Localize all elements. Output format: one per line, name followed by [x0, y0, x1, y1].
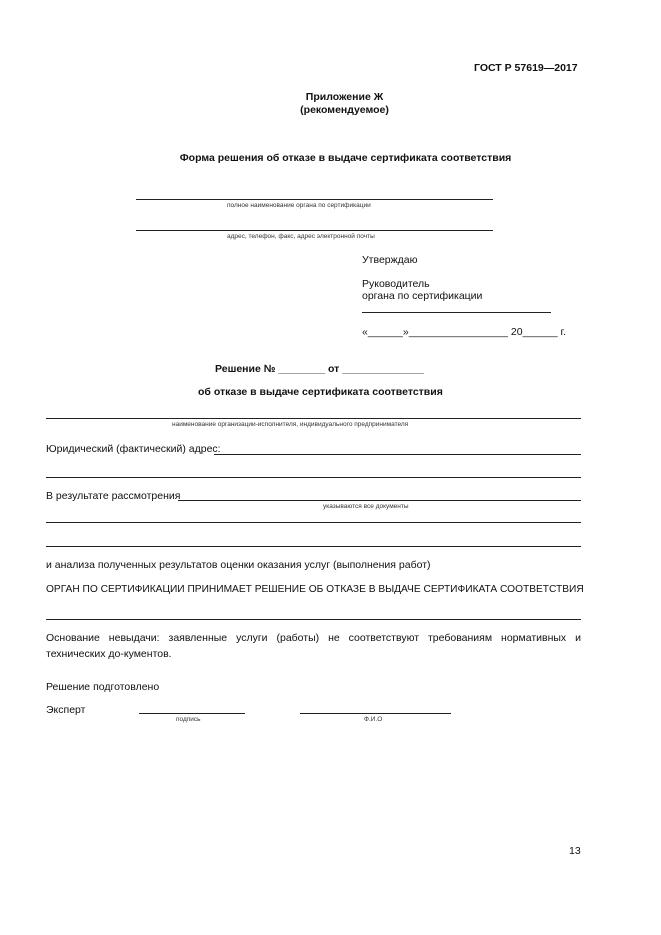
review-line: [178, 500, 581, 501]
org-name-caption: полное наименование органа по сертификации: [227, 202, 371, 209]
legal-address-line-2: [46, 477, 581, 478]
approval-date-line: «______»_________________ 20______ г.: [362, 326, 567, 338]
grounds-text: Основание невыдачи: заявленные услуги (работы) не соответствуют требованиям нормативных и технических до-кументов.: [46, 632, 581, 660]
expert-label: Эксперт: [46, 704, 86, 716]
signature-caption: подпись: [176, 716, 201, 723]
documents-line-2: [46, 522, 581, 523]
review-label: В результате рассмотрения: [46, 490, 181, 502]
form-title: Форма решения об отказе в выдаче сертификата соответствия: [179, 152, 512, 164]
expert-name-line: [300, 713, 451, 714]
page-number: 13: [569, 845, 581, 857]
decision-subheading: об отказе в выдаче сертификата соответствия: [198, 386, 443, 398]
expert-signature-line: [139, 713, 245, 714]
decision-heading: Решение № ________ от ______________: [215, 363, 424, 375]
documents-line-3: [46, 546, 581, 547]
approve-label: Утверждаю: [362, 254, 418, 266]
standard-code: ГОСТ Р 57619—2017: [474, 62, 578, 74]
head-title-line2: органа по сертификации: [362, 290, 483, 302]
org-address-caption: адрес, телефон, факс, адрес электронной почты: [227, 233, 375, 240]
legal-address-label: Юридический (фактический) адрес:: [46, 443, 221, 455]
documents-caption: указываются все документы: [323, 503, 409, 510]
org-name-line: [136, 199, 493, 200]
head-signature-line: [362, 312, 551, 313]
verdict-line: [46, 619, 581, 620]
analysis-text: и анализа полученных результатов оценки оказания услуг (выполнения работ): [46, 559, 431, 571]
applicant-caption: наименование организации-исполнителя, индивидуального предпринимателя: [172, 421, 409, 428]
verdict-text: ОРГАН ПО СЕРТИФИКАЦИИ ПРИНИМАЕТ РЕШЕНИЕ ОБ ОТКАЗЕ В ВЫДАЧЕ СЕРТИФИКАТА СООТВЕТСТВИЯ: [46, 584, 584, 595]
prepared-label: Решение подготовлено: [46, 681, 160, 693]
legal-address-line: [214, 454, 581, 455]
head-title-line1: Руководитель: [362, 278, 430, 290]
name-caption: Ф.И.О: [364, 716, 383, 723]
applicant-line: [46, 418, 581, 419]
annex-status: (рекомендуемое): [300, 104, 389, 116]
org-address-line: [136, 230, 493, 231]
annex-title: Приложение Ж: [305, 91, 384, 103]
